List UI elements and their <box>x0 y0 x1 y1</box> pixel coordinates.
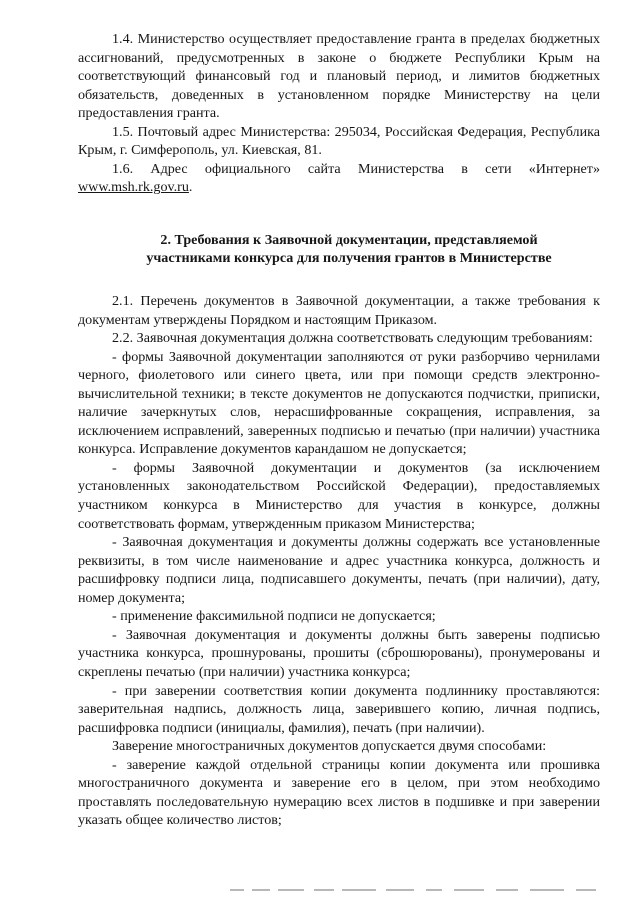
certification-intro: Заверение многостраничных документов допускается двумя способами: <box>112 738 547 755</box>
heading-spacer <box>78 268 600 292</box>
requirement-item: - применение факсимильной подписи не допускается; <box>112 608 436 625</box>
requirement-item: - формы Заявочной документации заполняются от руки разборчиво чернилами черного, фиолетового или синего цвета, или при помощи средств электронно-вычислительной техники; в тексте документов не допускаются подчистки, приписки, наличие зачеркнутых слов, нерасшифрованные сокращения, исправления, за исключением исправлений, заверенных подписью и печатью (при наличии) участника конкурса. Исправление документов карандашом не допускается; <box>78 348 600 458</box>
paragraph-2-2: 2.2. Заявочная документация должна соответствовать следующим требованиям: <box>112 330 593 347</box>
requirement-item: - Заявочная документация и документы должны быть заверены подписью участника конкурса, прошнурованы, прошиты (сброшюрованы), пронумерованы и скреплены печатью (при наличии) участника конкурса; <box>78 626 600 680</box>
paragraph-1-6 <box>78 160 600 197</box>
section-2-heading-line-1: 2. Требования к Заявочной документации, представляемой <box>160 231 538 248</box>
requirement-item: - при заверении соответствия копии документа подлиннику проставляются: заверительная надпись, должность лица, заверившего копию, личная подпись, расшифровка подписи (инициалы, фамилия), печать (при наличии). <box>78 682 600 736</box>
scan-artifact-marks <box>230 889 610 893</box>
ministry-website-link[interactable]: www.msh.rk.gov.ru <box>78 179 189 196</box>
certification-method: - заверение каждой отдельной страницы копии документа или прошивка многостраничного документа и заверение его в целом, при этом необходимо проставлять последовательную нумерацию всех листов в подшивке и при заверении указать общее количество листов; <box>78 756 600 829</box>
section-2-heading <box>78 231 600 268</box>
paragraph-1-4: 1.4. Министерство осуществляет предоставление гранта в пределах бюджетных ассигнований, предусмотренных в законе о бюджете Республики Крым на соответствующий финансовый год и плановый период, и лимитов бюджетных обязательств, доведенных в установленном порядке Министерству на цели предоставления гранта. <box>78 31 600 122</box>
requirement-item: - формы Заявочной документации и документов (за исключением установленных законодательством Российской Федерации), предоставляемых участником конкурса в Министерство для участия в конкурсе, должны соответствовать формам, утвержденным приказом Министерства; <box>78 459 600 532</box>
paragraph-2-1: 2.1. Перечень документов в Заявочной документации, а также требования к документам утверждены Порядком и настоящим Приказом. <box>78 293 600 328</box>
section-spacer <box>78 197 600 231</box>
section-2-heading-line-2: участниками конкурса для получения грантов в Министерстве <box>146 250 552 267</box>
paragraph-1-6-end: . <box>188 179 193 196</box>
paragraph-1-5: 1.5. Почтовый адрес Министерства: 295034, Российская Федерация, Республика Крым, г. Симферополь, ул. Киевская, 81. <box>78 123 600 159</box>
document-page <box>78 30 600 830</box>
paragraph-1-6-text: 1.6. Адрес официального сайта Министерства в сети «Интернет» <box>112 160 600 177</box>
requirement-item: - Заявочная документация и документы должны содержать все установленные реквизиты, в том числе наименование и адрес участника конкурса, должность и расшифровку подписи лица, подписавшего документы, печать (при наличии), дату, номер документа; <box>78 534 600 606</box>
